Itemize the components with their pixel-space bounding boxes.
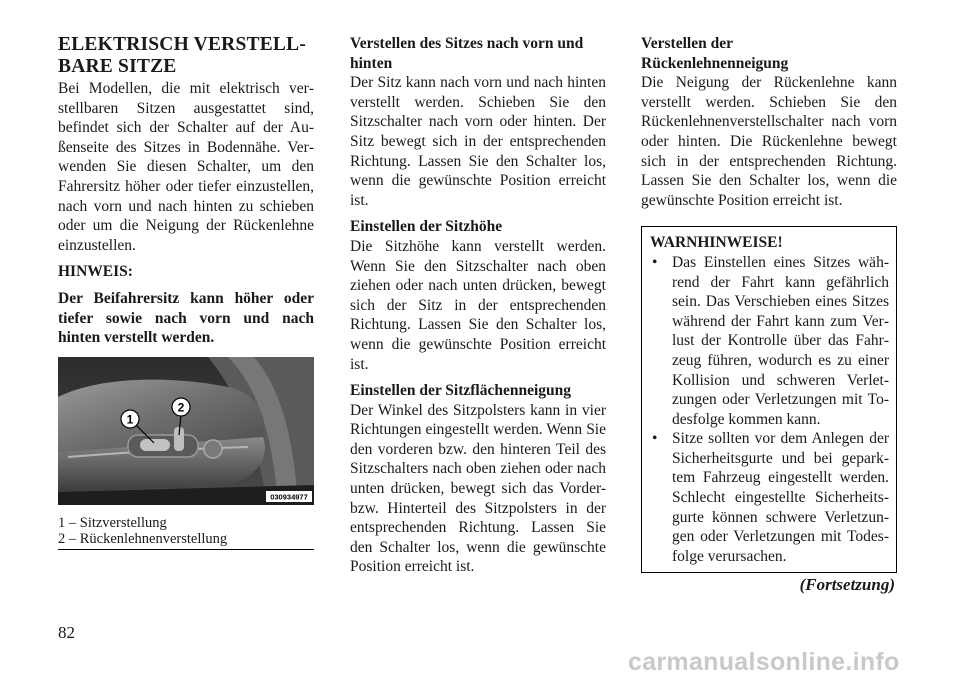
caption-line-1: 1 – Sitzverstellung (58, 514, 167, 531)
column-3 (641, 34, 897, 595)
figure-caption (58, 515, 314, 550)
note-label: HINWEIS: (58, 263, 133, 281)
paragraph-recliner: Die Neigung der Rückenlehne kann verstellt werden. Schieben Sie den Rückenlehnenverstellschalter nach vorn oder hinten. Die Rückenlehne bewegt sich in der entsprechenden Richtung. Lassen Sie den Schalter los, wenn die gewünschte Position erreicht ist. (641, 74, 897, 209)
warning-item: • Das Einstellen eines Sitzes während der Fahrt kann gefährlich sein. Das Verschieben eines Sitzes während der Fahrt kann zum Verlust der Kontrolle über das Fahrzeug führen, wodurch es zu einer Kollision und schweren Verletzungen oder Verletzungen mit Todesfolge kommen kann. (650, 253, 889, 429)
callout-2: 2 (177, 400, 185, 415)
warning-item: • Sitze sollten vor dem Anlegen der Sicherheitsgurte und bei geparktem Fahrzeug eingestellt werden. Schlecht eingestellte Sicherheitsgurte können schwere Verletzungen oder Verletzungen mit Todesfolge verursachen. (650, 429, 889, 566)
subheading-forward-back: Verstellen des Sitzes nach vorn und hinten (350, 35, 584, 72)
column-2 (350, 34, 606, 577)
subheading-recliner: Verstellen der Rückenlehnenneigung (641, 35, 789, 72)
callout-1: 1 (126, 412, 134, 427)
warning-list (650, 253, 889, 567)
seat-switch-photo (58, 357, 314, 505)
section-title: ELEKTRISCH VERSTELL- BARE SITZE (58, 34, 307, 77)
note-text: Der Beifahrersitz kann höher oder tiefer sowie nach vorn und nach hinten verstellt werden. (58, 289, 314, 347)
figure-code: 030934977 (270, 492, 308, 502)
paragraph-seat-height: Die Sitzhöhe kann verstellt werden. Wenn Sie den Sitzschalter nach oben ziehen oder nach unten drücken, bewegt sich der Sitz in der entsprechenden Richtung. Lassen Sie den Schalter los, wenn die gewünschte Position erreicht ist. (350, 237, 606, 373)
paragraph-seat-tilt: Der Winkel des Sitzpolsters kann in vier Richtungen eingestellt werden. Wenn Sie den vorderen bzw. den hinteren Teil des Sitzschalters nach oben ziehen oder nach unten drücken, bewegt sich das Vorder- bzw. Hinterteil des Sitzpolsters in der entsprechenden Richtung. Lassen Sie den Schalter los, wenn die gewünschte Position erreicht ist. (350, 401, 606, 576)
page-number: 82 (58, 623, 75, 642)
warning-box (641, 226, 897, 573)
continued-label: (Fortsetzung) (799, 575, 895, 595)
subheading-seat-tilt: Einstellen der Sitzflächenneigung (350, 382, 572, 400)
paragraph-forward-back: Der Sitz kann nach vorn und nach hinten verstellt werden. Schieben Sie den Sitzschalter nach vorn oder hinten. Der Sitz bewegt sich in der entsprechenden Richtung. Lassen Sie den Schalter los, wenn die gewünschte Position erreicht ist. (350, 74, 606, 209)
watermark: carmanualsonline.info (628, 648, 900, 676)
column-1 (58, 34, 314, 550)
warning-title: WARNHINWEISE! (650, 234, 783, 252)
seat-photo-illustration (58, 357, 314, 505)
caption-line-2: 2 – Rückenlehnenverstellung (58, 530, 228, 547)
intro-paragraph: Bei Modellen, die mit elektrisch verstellbaren Sitzen ausgestattet sind, befindet sich der Schalter auf der Außenseite des Sitzes in Bodennähe. Verwenden Sie diesen Schalter, um den Fahrersitz höher oder tiefer einzustellen, nach vorn und nach hinten zu schieben oder um die Neigung der Rückenlehne einzustellen. (58, 80, 314, 254)
subheading-seat-height: Einstellen der Sitzhöhe (350, 218, 503, 236)
